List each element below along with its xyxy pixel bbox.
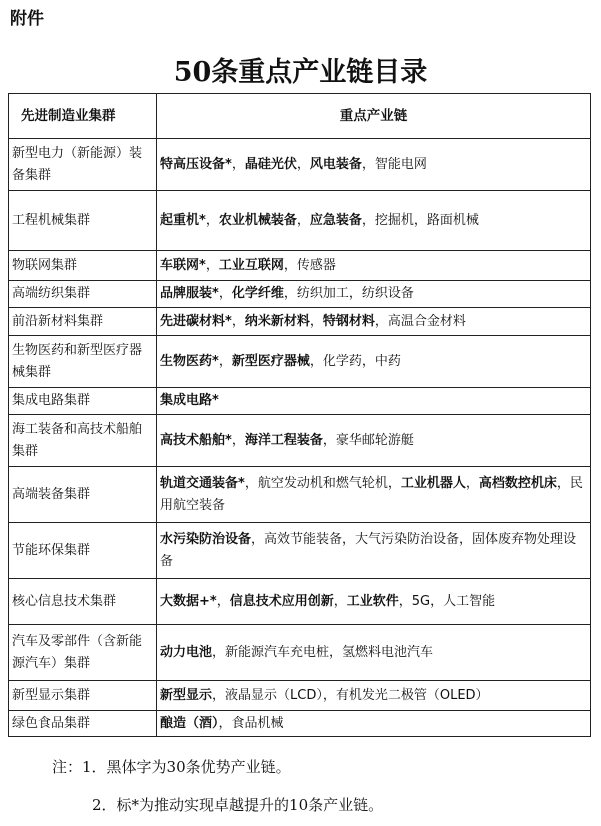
table-row [9, 415, 591, 467]
key-chain: 大数据+* [160, 593, 217, 609]
chains-cell [157, 388, 591, 415]
header-chains: 重点产业链 [157, 94, 591, 139]
chain-text: ，挖掘机，路面机械 [361, 212, 479, 228]
table-row [9, 308, 591, 336]
key-chain: 海洋工程装备 [244, 432, 323, 448]
chains-cell [157, 139, 591, 191]
cluster-cell: 汽车及零部件（含新能源汽车）集群 [9, 625, 157, 681]
page-title: 50条重点产业链目录 [173, 57, 428, 88]
key-chain: 高技术船舶* [160, 432, 232, 448]
table-row [9, 625, 591, 681]
chains-cell [157, 625, 591, 681]
table-row [9, 467, 591, 523]
key-chain: 新型显示 [160, 687, 213, 703]
key-chain: 生物医药* [160, 353, 219, 369]
key-chain: 品牌服装* [160, 286, 219, 301]
chains-cell [157, 308, 591, 336]
table-row [9, 251, 591, 281]
table-row [9, 281, 591, 308]
cluster-cell: 工程机械集群 [9, 191, 157, 251]
key-chain: 新型医疗器械 [231, 353, 310, 369]
key-chain: 纳米新材料 [244, 313, 310, 329]
chain-text: ， [205, 257, 219, 273]
chain-text: ， [231, 313, 245, 329]
key-chain: 高档数控机床 [478, 475, 557, 491]
chain-text: ，航空发动机和燃气轮机， [244, 475, 401, 491]
chain-text: ， [309, 313, 323, 329]
chain-text: ，液晶显示（LCD），有机发光二极管（OLED） [212, 687, 489, 703]
key-chain: 车联网* [160, 257, 206, 273]
attachment-label: 附件 [10, 9, 44, 29]
chain-text: ， [296, 212, 310, 228]
chain-text: ，化学药，中药 [309, 353, 401, 369]
chain-text: ， [216, 593, 230, 609]
chains-cell [157, 467, 591, 523]
chain-text: ， [205, 212, 219, 228]
cluster-cell: 新型显示集群 [9, 681, 157, 711]
key-chain: 工业机器人 [400, 475, 466, 491]
table-row [9, 681, 591, 711]
table-row [9, 139, 591, 191]
table-row [9, 388, 591, 415]
chain-text: ，民用航空装备 [160, 475, 583, 513]
key-chain: 集成电路* [160, 393, 219, 408]
chains-cell [157, 711, 591, 737]
chain-text: ，高效节能装备，大气污染防治设备，固体废弃物处理设备 [160, 531, 577, 569]
key-chain: 化学纤维 [231, 286, 284, 301]
chain-text: ， [231, 156, 245, 172]
cluster-cell: 物联网集群 [9, 251, 157, 281]
cluster-cell: 新型电力（新能源）装备集群 [9, 139, 157, 191]
chains-cell [157, 523, 591, 579]
cluster-cell: 高端纺织集群 [9, 281, 157, 308]
cluster-cell: 前沿新材料集群 [9, 308, 157, 336]
cluster-cell: 核心信息技术集群 [9, 579, 157, 625]
chain-text: ，食品机械 [218, 715, 284, 731]
cluster-cell: 集成电路集群 [9, 388, 157, 415]
chain-text: ，高温合金材料 [374, 313, 466, 329]
key-chain: 起重机* [160, 212, 206, 228]
table-row [9, 336, 591, 388]
chain-text: ， [296, 156, 310, 172]
key-chain: 动力电池 [160, 644, 213, 660]
key-chain: 水污染防治设备 [160, 531, 252, 547]
chains-cell [157, 579, 591, 625]
chain-text: ，新能源汽车充电桩，氢燃料电池汽车 [212, 644, 434, 660]
table-row [9, 711, 591, 737]
cluster-cell: 海工装备和高技术船舶集群 [9, 415, 157, 467]
cluster-cell: 高端装备集群 [9, 467, 157, 523]
key-chain: 先进碳材料* [160, 313, 232, 329]
key-chain: 信息技术应用创新 [229, 593, 334, 609]
key-chain: 应急装备 [309, 212, 362, 228]
industry-chain-table [8, 93, 591, 737]
chain-text: ， [465, 475, 479, 491]
key-chain: 农业机械装备 [218, 212, 297, 228]
table-row [9, 191, 591, 251]
chains-cell [157, 251, 591, 281]
cluster-cell: 生物医药和新型医疗器械集群 [9, 336, 157, 388]
chain-text: ，传感器 [283, 257, 336, 273]
chains-cell [157, 281, 591, 308]
header-cluster: 先进制造业集群 [9, 94, 157, 139]
chains-cell [157, 191, 591, 251]
chain-text: ，豪华邮轮游艇 [322, 432, 414, 448]
key-chain: 特钢材料 [322, 313, 375, 329]
chain-text: ， [231, 432, 245, 448]
key-chain: 晶硅光伏 [244, 156, 297, 172]
key-chain: 风电装备 [309, 156, 362, 172]
key-chain: 工业软件 [346, 593, 399, 609]
key-chain: 工业互联网 [218, 257, 284, 273]
chain-text: ， [218, 286, 232, 301]
key-chain: 特高压设备* [160, 156, 232, 172]
chain-text: ， [333, 593, 347, 609]
note-2: 2．标*为推动实现卓越提升的10条产业链。 [92, 796, 384, 814]
chain-text: ，智能电网 [361, 156, 427, 172]
table-row [9, 523, 591, 579]
chain-text: ， [218, 353, 232, 369]
cluster-cell: 节能环保集群 [9, 523, 157, 579]
chain-text: ，纺织加工，纺织设备 [283, 286, 414, 301]
note-1: 注：1．黑体字为30条优势产业链。 [52, 758, 291, 776]
cluster-cell: 绿色食品集群 [9, 711, 157, 737]
table-body [9, 139, 591, 737]
key-chain: 轨道交通装备* [160, 475, 245, 491]
chain-text: ，5G，人工智能 [398, 593, 496, 609]
table-header-row [9, 94, 591, 139]
chains-cell [157, 415, 591, 467]
chains-cell [157, 336, 591, 388]
key-chain: 酿造（酒） [160, 715, 219, 731]
chains-cell [157, 681, 591, 711]
table-row [9, 579, 591, 625]
